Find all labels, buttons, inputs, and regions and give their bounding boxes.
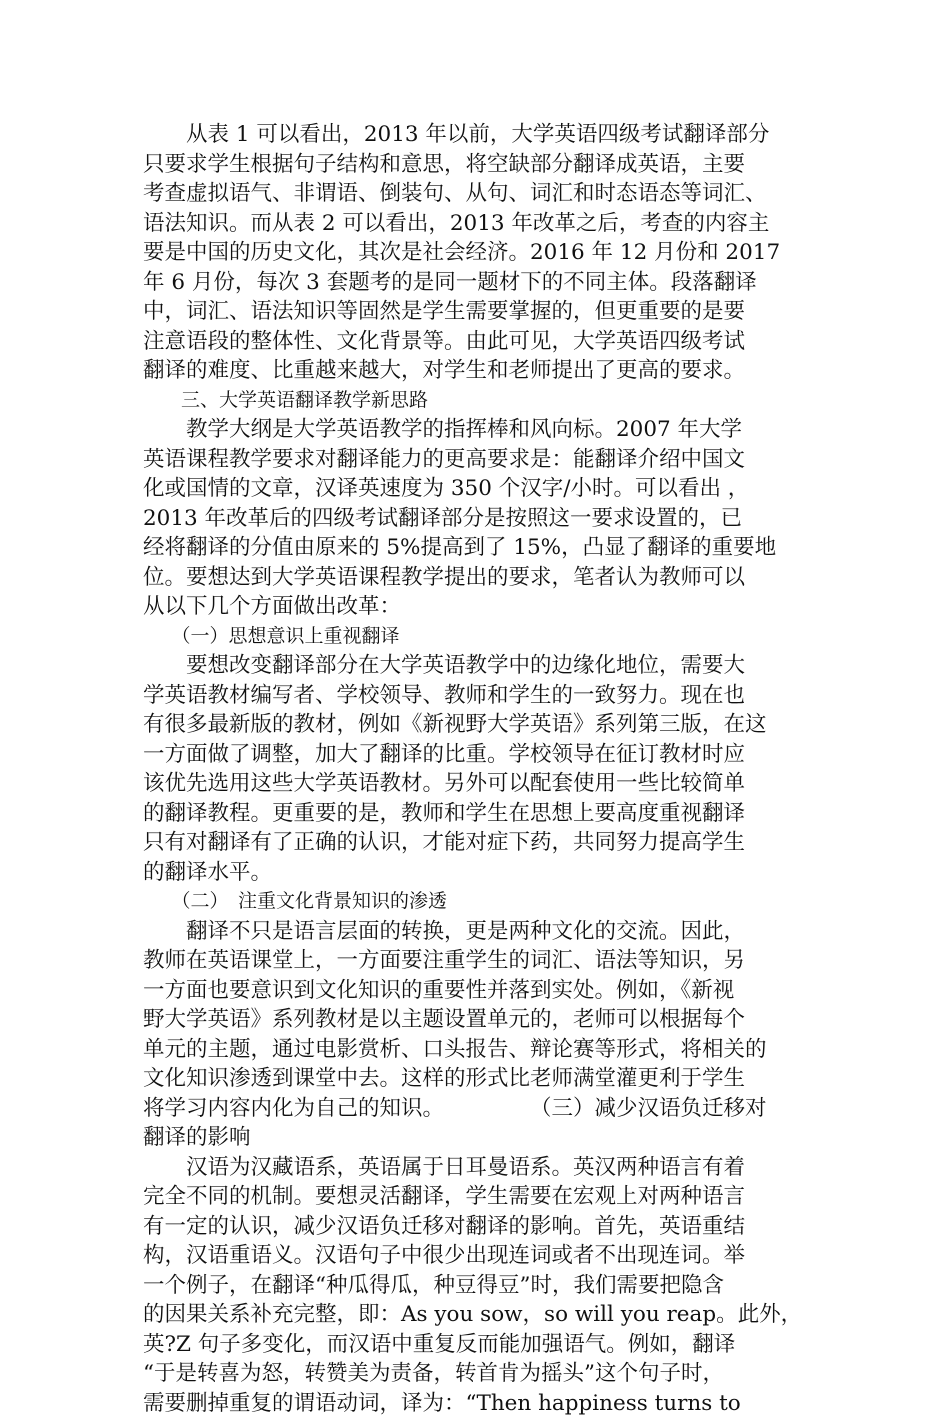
paragraph-line: 学英语教材编写者、学校领导、教师和学生的一致努力。现在也 [143,681,803,711]
subsection-heading: （一）思想意识上重视翻译 [143,622,803,652]
paragraph-line: 该优先选用这些大学英语教材。另外可以配套使用一些比较简单 [143,769,803,799]
paragraph-line: 翻译的难度、比重越来越大，对学生和老师提出了更高的要求。 [143,356,803,386]
paragraph-line: 需要删掉重复的谓语动词，译为：“Then happiness turns to [143,1389,803,1418]
paragraph-line: 位。要想达到大学英语课程教学提出的要求，笔者认为教师可以 [143,563,803,593]
subsection-heading: （二） 注重文化背景知识的渗透 [143,887,803,917]
paragraph-line: 翻译的影响 [143,1123,803,1153]
paragraph-line: 中，词汇、语法知识等固然是学生需要掌握的，但更重要的是要 [143,297,803,327]
paragraph-line: 从以下几个方面做出改革： [143,592,803,622]
paragraph-line: 有很多最新版的教材，例如《新视野大学英语》系列第三版，在这 [143,710,803,740]
paragraph-line: 经将翻译的分值由原来的 5%提高到了 15%，凸显了翻译的重要地 [143,533,803,563]
paragraph-line: 只要求学生根据句子结构和意思，将空缺部分翻译成英语，主要 [143,150,803,180]
paragraph-line: 语法知识。而从表 2 可以看出，2013 年改革之后，考查的内容主 [143,209,803,239]
paragraph-line: 2013 年改革后的四级考试翻译部分是按照这一要求设置的，已 [143,504,803,534]
paragraph-line: 只有对翻译有了正确的认识，才能对症下药，共同努力提高学生 [143,828,803,858]
paragraph-line: 英语课程教学要求对翻译能力的更高要求是：能翻译介绍中国文 [143,445,803,475]
paragraph-line: 化或国情的文章，汉译英速度为 350 个汉字/小时。可以看出 ， [143,474,803,504]
paragraph-line: 野大学英语》系列教材是以主题设置单元的，老师可以根据每个 [143,1005,803,1035]
paragraph-line: 文化知识渗透到课堂中去。这样的形式比老师满堂灌更利于学生 [143,1064,803,1094]
paragraph-line: “于是转喜为怒，转赞美为责备，转首肯为摇头”这个句子时， [143,1359,803,1389]
paragraph-line: 的翻译水平。 [143,858,803,888]
paragraph-line: 完全不同的机制。要想灵活翻译，学生需要在宏观上对两种语言 [143,1182,803,1212]
paragraph-line: 的翻译教程。更重要的是，教师和学生在思想上要高度重视翻译 [143,799,803,829]
document-page [143,120,803,1418]
paragraph-line: 年 6 月份，每次 3 套题考的是同一题材下的不同主体。段落翻译 [143,268,803,298]
paragraph-line: 汉语为汉藏语系，英语属于日耳曼语系。英汉两种语言有着 [143,1153,803,1183]
paragraph-line: 要是中国的历史文化，其次是社会经济。2016 年 12 月份和 2017 [143,238,803,268]
paragraph-line: 的因果关系补充完整，即：As you sow，so will you reap。此外， [143,1300,803,1330]
paragraph-line: 有一定的认识，减少汉语负迁移对翻译的影响。首先，英语重结 [143,1212,803,1242]
section-heading: 三、大学英语翻译教学新思路 [143,386,803,416]
paragraph-line: 考查虚拟语气、非谓语、倒装句、从句、词汇和时态语态等词汇、 [143,179,803,209]
paragraph-line: 注意语段的整体性、文化背景等。由此可见，大学英语四级考试 [143,327,803,357]
paragraph-line: 一方面做了调整，加大了翻译的比重。学校领导在征订教材时应 [143,740,803,770]
paragraph-line: 构，汉语重语义。汉语句子中很少出现连词或者不出现连词。举 [143,1241,803,1271]
paragraph-line: 从表 1 可以看出，2013 年以前，大学英语四级考试翻译部分 [143,120,803,150]
paragraph-line: 翻译不只是语言层面的转换，更是两种文化的交流。因此， [143,917,803,947]
paragraph-line: 一方面也要意识到文化知识的重要性并落到实处。例如，《新视 [143,976,803,1006]
paragraph-line: 一个例子，在翻译“种瓜得瓜，种豆得豆”时，我们需要把隐含 [143,1271,803,1301]
paragraph-line: 教师在英语课堂上，一方面要注重学生的词汇、语法等知识，另 [143,946,803,976]
paragraph-line: 将学习内容内化为自己的知识。 （三）减少汉语负迁移对 [143,1094,803,1124]
paragraph-line: 要想改变翻译部分在大学英语教学中的边缘化地位，需要大 [143,651,803,681]
paragraph-line: 单元的主题，通过电影赏析、口头报告、辩论赛等形式，将相关的 [143,1035,803,1065]
paragraph-line: 英?Z 句子多变化，而汉语中重复反而能加强语气。例如，翻译 [143,1330,803,1360]
paragraph-line: 教学大纲是大学英语教学的指挥棒和风向标。2007 年大学 [143,415,803,445]
